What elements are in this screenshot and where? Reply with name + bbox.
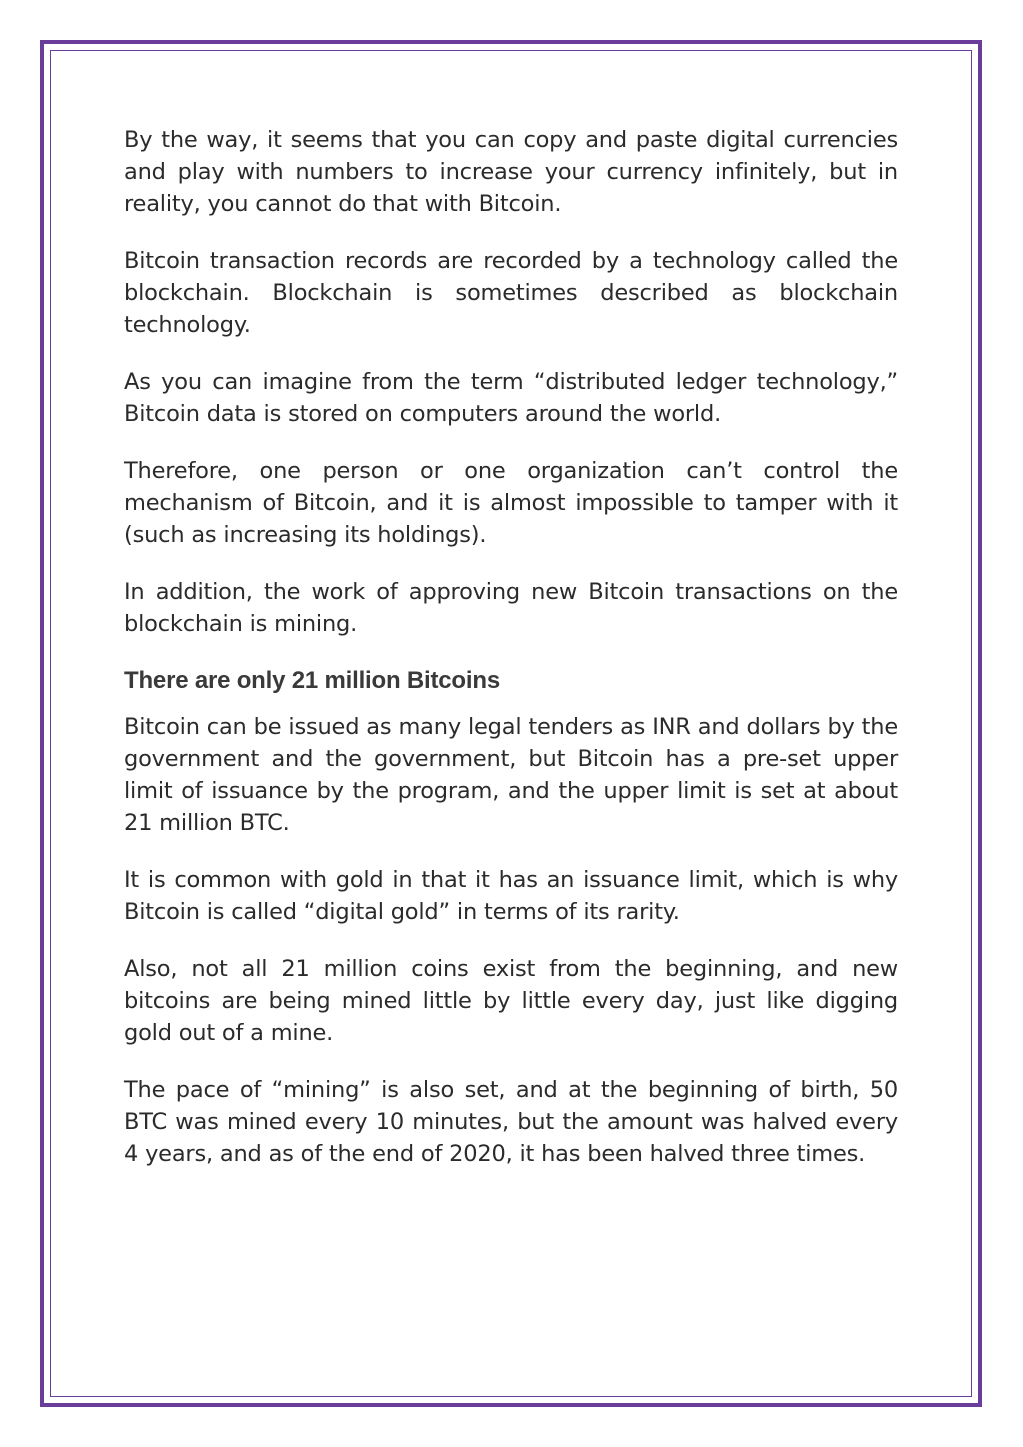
paragraph: Bitcoin can be issued as many legal tenders as INR and dollars by the government and the government, but Bitcoin has a pre-set upper limit of issuance by the program, and the upper limit is set at about 21 million BTC. bbox=[124, 714, 898, 836]
section-heading: There are only 21 million Bitcoins bbox=[124, 667, 500, 694]
paragraph: Therefore, one person or one organization can’t control the mechanism of Bitcoin, and it is almost impossible to tamper with it (such as increasing its holdings). bbox=[124, 458, 898, 548]
paragraph: Bitcoin transaction records are recorded by a technology called the blockchain. Blockchain is sometimes described as blockchain technology. bbox=[124, 248, 898, 338]
paragraph: It is common with gold in that it has an issuance limit, which is why Bitcoin is called “digital gold” in terms of its rarity. bbox=[124, 867, 898, 925]
paragraph: As you can imagine from the term “distributed ledger technology,” Bitcoin data is stored on computers around the world. bbox=[124, 369, 898, 427]
paragraph: By the way, it seems that you can copy and paste digital currencies and play with numbers to increase your currency infinitely, but in reality, you cannot do that with Bitcoin. bbox=[124, 127, 898, 217]
paragraph: The pace of “mining” is also set, and at the beginning of birth, 50 BTC was mined every 10 minutes, but the amount was halved every 4 years, and as of the end of 2020, it has been halved three times. bbox=[124, 1077, 898, 1167]
document-body bbox=[124, 124, 898, 1195]
paragraph: Also, not all 21 million coins exist from the beginning, and new bitcoins are being mined little by little every day, just like digging gold out of a mine. bbox=[124, 956, 898, 1046]
paragraph: In addition, the work of approving new Bitcoin transactions on the blockchain is mining. bbox=[124, 579, 898, 637]
